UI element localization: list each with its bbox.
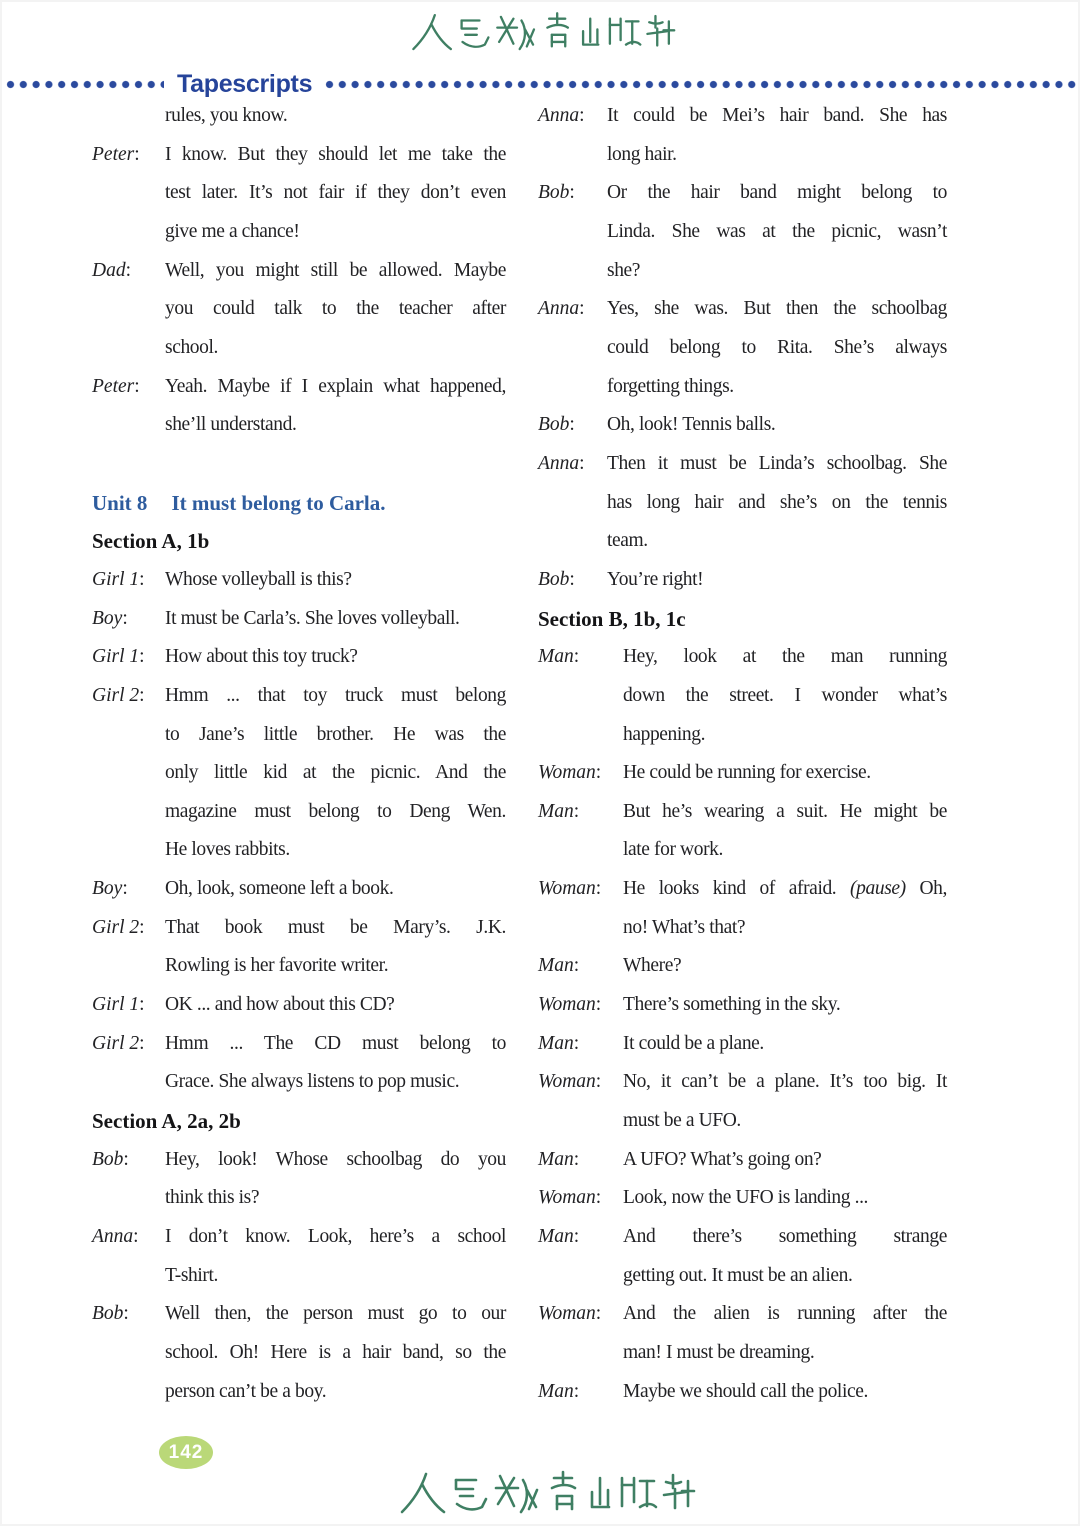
- dialogue-line: A UFO? What’s going on?: [623, 1148, 822, 1170]
- speaker-label: Anna:: [92, 1226, 139, 1248]
- dialogue-line: Yeah. Maybe if I explain what happened,: [165, 375, 506, 397]
- dialogue-row: [538, 97, 947, 174]
- dialogue-line: OK ... and how about this CD?: [165, 994, 395, 1016]
- unit-heading: [92, 484, 506, 523]
- speaker-name: Anna: [92, 1226, 134, 1248]
- section-heading: Section A, 1b: [92, 529, 210, 554]
- speaker-name: Woman: [538, 762, 596, 784]
- unit-title: It must belong to Carla.: [171, 490, 386, 515]
- dialogue-line: school.: [165, 336, 218, 358]
- dialogue-text: [165, 909, 506, 986]
- dialogue-row: [538, 638, 947, 754]
- dialogue-row: [92, 368, 506, 445]
- dialogue-text: [165, 1218, 506, 1295]
- speaker-label: Woman:: [538, 762, 602, 784]
- unit-number: Unit 8: [92, 490, 148, 515]
- dialogue-row: [92, 1218, 506, 1295]
- page-number-badge: 142: [159, 1436, 213, 1469]
- dialogue-row: [92, 600, 506, 639]
- dialogue-line: No, it can’t be a plane. It’s too big. It: [623, 1071, 947, 1093]
- column-right: [538, 97, 947, 1411]
- dialogue-text: [165, 600, 506, 639]
- dialogue-line: you could talk to the teacher after: [165, 298, 506, 320]
- dialogue-text: [165, 97, 506, 136]
- dialogue-row: [538, 174, 947, 290]
- dialogue-text: [165, 870, 506, 909]
- speaker-name: Man: [538, 646, 574, 668]
- dialogue-line: And the alien is running after the: [623, 1303, 947, 1325]
- speaker-name: Man: [538, 800, 574, 822]
- dialogue-line: give me a chance!: [165, 220, 300, 242]
- dialogue-line: It must be Carla’s. She loves volleyball.: [165, 607, 460, 629]
- dialogue-row: [92, 1141, 506, 1218]
- dialogue-row: [92, 1025, 506, 1102]
- speaker-name: Bob: [92, 1148, 124, 1170]
- dialogue-line: Look, now the UFO is landing ...: [623, 1187, 869, 1209]
- dialogue-line: How about this toy truck?: [165, 646, 358, 668]
- dialogue-line: T-shirt.: [165, 1264, 218, 1286]
- dialogue-line: Well, you might still be allowed. Maybe: [165, 259, 506, 281]
- section-heading: Section A, 2a, 2b: [92, 1109, 241, 1134]
- dialogue-row: [92, 136, 506, 252]
- dialogue-row: [538, 406, 947, 445]
- dialogue-row: [538, 986, 947, 1025]
- dialogue-text: [623, 1063, 947, 1140]
- speaker-label: Bob:: [92, 1148, 129, 1170]
- speaker-label: Girl 2:: [92, 684, 145, 706]
- dialogue-text: [165, 986, 506, 1025]
- speaker-name: Girl 1: [92, 568, 140, 590]
- dialogue-line: He looks kind of afraid. (pause) Oh,: [623, 878, 948, 900]
- dialogue-row: [92, 252, 506, 368]
- dialogue-row: [538, 1373, 947, 1412]
- speaker-name: Dad: [92, 259, 126, 281]
- speaker-name: Boy: [92, 878, 123, 900]
- dialogue-line: He could be running for exercise.: [623, 762, 871, 784]
- dialogue-text: [623, 1141, 947, 1180]
- speaker-name: Boy: [92, 607, 123, 629]
- dialogue-line: Hey, look at the man running: [623, 646, 947, 668]
- dialogue-text: [165, 1295, 506, 1411]
- speaker-name: Man: [538, 1148, 574, 1170]
- dialogue-line: Whose volleyball is this?: [165, 568, 352, 590]
- dialogue-line: Well then, the person must go to our: [165, 1303, 506, 1325]
- dialogue-line: Linda. She was at the picnic, wasn’t: [607, 220, 947, 242]
- dialogue-line: I don’t know. Look, here’s a school: [165, 1226, 506, 1248]
- dialogue-text: [165, 368, 506, 445]
- speaker-name: Girl 2: [92, 1032, 140, 1054]
- speaker-label: Woman:: [538, 1071, 602, 1093]
- dialogue-line: Grace. She always listens to pop music.: [165, 1071, 460, 1093]
- dialogue-row: [538, 793, 947, 870]
- dialogue-row: [538, 1218, 947, 1295]
- dialogue-line: It could be Mei’s hair band. She has: [607, 105, 947, 126]
- dialogue-line: rules, you know.: [165, 105, 288, 126]
- speaker-name: Anna: [538, 105, 580, 126]
- dialogue-line: no! What’s that?: [623, 916, 746, 938]
- dialogue-line: think this is?: [165, 1187, 260, 1209]
- speaker-label: Bob:: [538, 182, 575, 204]
- dialogue-line: Then it must be Linda’s schoolbag. She: [607, 452, 947, 474]
- dialogue-line: But he’s wearing a suit. He might be: [623, 800, 947, 822]
- dialogue-line: forgetting things.: [607, 375, 734, 397]
- speaker-label: Man:: [538, 1032, 580, 1054]
- dialogue-line: It could be a plane.: [623, 1032, 764, 1054]
- speaker-name: Bob: [538, 414, 570, 436]
- speaker-name: Girl 2: [92, 916, 140, 938]
- speaker-name: Girl 1: [92, 646, 140, 668]
- dialogue-line: school. Oh! Here is a hair band, so the: [165, 1342, 506, 1363]
- speaker-name: Bob: [538, 568, 570, 590]
- dialogue-text: [607, 290, 947, 406]
- speaker-label: Bob:: [538, 568, 575, 590]
- dialogue-text: [623, 793, 947, 870]
- publisher-logo-top: [408, 8, 676, 58]
- speaker-label: Girl 1:: [92, 994, 145, 1016]
- dialogue-text: [607, 561, 947, 600]
- dialogue-row: [538, 870, 947, 947]
- dialogue-text: [165, 1025, 506, 1102]
- dialogue-text: [623, 754, 947, 793]
- dialogue-text: [623, 986, 947, 1025]
- speaker-label: Bob:: [92, 1303, 129, 1325]
- dialogue-text: [165, 1141, 506, 1218]
- speaker-label: Girl 2:: [92, 1032, 145, 1054]
- dialogue-line: to Jane’s little brother. He was the: [165, 723, 506, 745]
- column-left: [92, 97, 506, 1411]
- speaker-name: Anna: [538, 452, 580, 474]
- speaker-label: Dad:: [92, 259, 132, 281]
- dialogue-line: Where?: [623, 955, 682, 977]
- speaker-name: Bob: [92, 1303, 124, 1325]
- dialogue-text: [607, 445, 947, 561]
- speaker-name: Woman: [538, 1187, 596, 1209]
- speaker-name: Girl 2: [92, 684, 140, 706]
- speaker-label: Anna:: [538, 452, 585, 474]
- speaker-label: Man:: [538, 1226, 580, 1248]
- dialogue-row: [538, 1063, 947, 1140]
- speaker-name: Woman: [538, 1071, 596, 1093]
- dialogue-text: [607, 406, 947, 445]
- dialogue-text: [623, 1218, 947, 1295]
- dialogue-row: [538, 290, 947, 406]
- speaker-label: Woman:: [538, 994, 602, 1016]
- dialogue-line: I know. But they should let me take the: [165, 143, 506, 165]
- dialogue-line: You’re right!: [607, 568, 704, 590]
- speaker-label: Man:: [538, 800, 580, 822]
- speaker-label: Peter:: [92, 375, 140, 397]
- dialogue-line: That book must be Mary’s. J.K.: [165, 916, 506, 938]
- dialogue-line: magazine must belong to Deng Wen.: [165, 800, 506, 822]
- speaker-label: Girl 1:: [92, 646, 145, 668]
- speaker-name: Man: [538, 1226, 574, 1248]
- dialogue-row: [92, 638, 506, 677]
- dialogue-text: [165, 677, 506, 870]
- dialogue-line: down the street. I wonder what’s: [623, 684, 947, 706]
- dialogue-line: Hmm ... that toy truck must belong: [165, 684, 506, 706]
- dialogue-line: Rowling is her favorite writer.: [165, 955, 389, 977]
- dialogue-line: Oh, look! Tennis balls.: [607, 414, 776, 436]
- dialogue-row: [92, 909, 506, 986]
- speaker-label: Man:: [538, 1148, 580, 1170]
- dialogue-row: [92, 561, 506, 600]
- speaker-label: Boy:: [92, 607, 128, 629]
- speaker-name: Man: [538, 1032, 574, 1054]
- speaker-label: Boy:: [92, 878, 128, 900]
- dialogue-row: [538, 1295, 947, 1372]
- dialogue-row: [538, 445, 947, 561]
- dialogue-row: [538, 561, 947, 600]
- dialogue-line: she’ll understand.: [165, 414, 297, 436]
- dialogue-text: [165, 136, 506, 252]
- dialogue-row: [538, 1141, 947, 1180]
- dialogue-line: Hmm ... The CD must belong to: [165, 1032, 506, 1054]
- dialogue-row: [92, 97, 506, 136]
- dialogue-line: late for work.: [623, 839, 723, 861]
- dialogue-row: [92, 1295, 506, 1411]
- dialogue-row: [538, 1179, 947, 1218]
- speaker-label: Man:: [538, 955, 580, 977]
- dialogue-text: [165, 252, 506, 368]
- dialogue-line: Maybe we should call the police.: [623, 1380, 868, 1402]
- speaker-name: Bob: [538, 182, 570, 204]
- dialogue-line: happening.: [623, 723, 706, 745]
- dialogue-line: Hey, look! Whose schoolbag do you: [165, 1148, 506, 1170]
- dialogue-line: test later. It’s not fair if they don’t even: [165, 182, 506, 204]
- dialogue-row: [538, 754, 947, 793]
- dialogue-row: [92, 677, 506, 870]
- dotted-line-left: [6, 80, 164, 89]
- dialogue-line: man! I must be dreaming.: [623, 1342, 815, 1363]
- speaker-label: Bob:: [538, 414, 575, 436]
- speaker-name: Woman: [538, 878, 596, 900]
- dialogue-row: [92, 986, 506, 1025]
- speaker-label: Girl 2:: [92, 916, 145, 938]
- dialogue-row: [92, 870, 506, 909]
- dialogue-row: [538, 1025, 947, 1064]
- dialogue-line: Or the hair band might belong to: [607, 182, 947, 204]
- dialogue-line: has long hair and she’s on the tennis: [607, 491, 947, 513]
- dialogue-text: [623, 870, 947, 947]
- dialogue-line: long hair.: [607, 143, 677, 165]
- speaker-name: Woman: [538, 994, 596, 1016]
- dialogue-text: [623, 1373, 947, 1412]
- speaker-name: Man: [538, 955, 574, 977]
- page-title: Tapescripts: [177, 69, 313, 98]
- speaker-label: Anna:: [538, 298, 585, 320]
- dialogue-line: person can’t be a boy.: [165, 1380, 327, 1402]
- speaker-name: Man: [538, 1380, 574, 1402]
- dialogue-line: only little kid at the picnic. And the: [165, 762, 506, 784]
- dialogue-text: [165, 638, 506, 677]
- dialogue-line: she?: [607, 259, 641, 281]
- speaker-name: Girl 1: [92, 994, 140, 1016]
- speaker-label: Anna:: [538, 105, 585, 126]
- speaker-name: Anna: [538, 298, 580, 320]
- dialogue-text: [607, 174, 947, 290]
- dialogue-text: [623, 1179, 947, 1218]
- dialogue-line: must be a UFO.: [623, 1110, 741, 1132]
- speaker-name: Peter: [92, 375, 135, 397]
- speaker-label: Peter:: [92, 143, 140, 165]
- speaker-label: Woman:: [538, 878, 602, 900]
- speaker-label: Woman:: [538, 1187, 602, 1209]
- publisher-logo-bottom: [396, 1466, 696, 1522]
- speaker-label: Man:: [538, 646, 580, 668]
- speaker-label: Woman:: [538, 1303, 602, 1325]
- dialogue-text: [623, 638, 947, 754]
- dialogue-line: Oh, look, someone left a book.: [165, 878, 394, 900]
- speaker-label: Girl 1:: [92, 568, 145, 590]
- dialogue-text: [623, 1295, 947, 1372]
- dialogue-line: could belong to Rita. She’s always: [607, 336, 947, 358]
- section-heading: Section B, 1b, 1c: [538, 606, 686, 631]
- dialogue-line: team.: [607, 530, 648, 552]
- dialogue-text: [165, 561, 506, 600]
- dialogue-line: getting out. It must be an alien.: [623, 1264, 853, 1286]
- speaker-name: Peter: [92, 143, 135, 165]
- speaker-label: Man:: [538, 1380, 580, 1402]
- dialogue-text: [607, 97, 947, 174]
- dialogue-line: There’s something in the sky.: [623, 994, 841, 1016]
- dotted-line-right: [325, 80, 1080, 89]
- dialogue-line: Yes, she was. But then the schoolbag: [607, 298, 947, 320]
- dialogue-row: [538, 947, 947, 986]
- dialogue-text: [623, 947, 947, 986]
- dialogue-line: He loves rabbits.: [165, 839, 290, 861]
- dialogue-line: And there’s something strange: [623, 1226, 947, 1248]
- dialogue-text: [623, 1025, 947, 1064]
- speaker-name: Woman: [538, 1303, 596, 1325]
